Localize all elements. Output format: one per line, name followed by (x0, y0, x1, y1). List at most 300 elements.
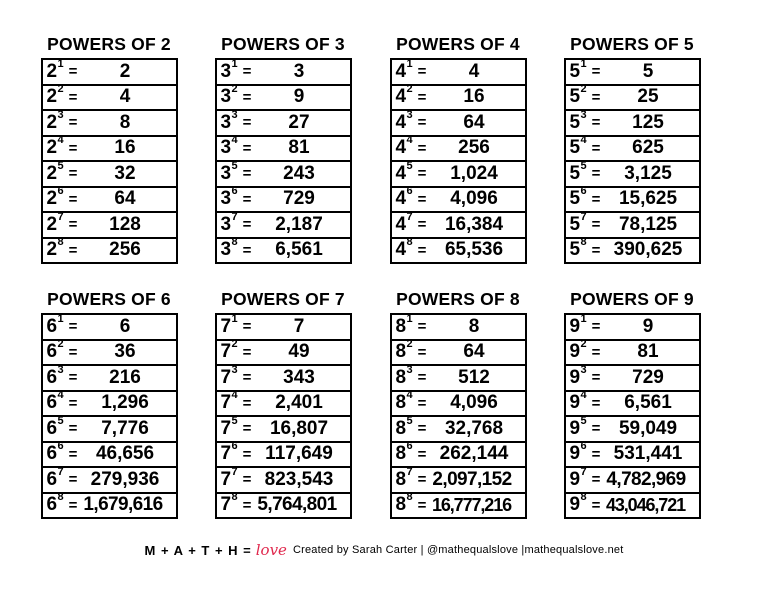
powers-block (550, 33, 714, 264)
power-row (217, 185, 350, 214)
power-exponent: 6 (57, 440, 64, 453)
power-value: 1,296 (101, 392, 149, 414)
equals-sign: = (591, 139, 601, 157)
power-base: 3 (220, 86, 232, 108)
power-value: 390,625 (613, 239, 683, 261)
block-title: POWERS OF 4 (396, 34, 520, 54)
power-row (43, 491, 176, 520)
equals-sign: = (68, 343, 78, 361)
powers-block (550, 288, 714, 519)
power-exponent: 1 (406, 57, 413, 70)
power-exponent: 5 (231, 414, 238, 427)
block-title: POWERS OF 9 (570, 289, 694, 309)
power-exponent: 4 (57, 389, 64, 402)
power-base: 7 (220, 468, 232, 490)
power-exponent: 5 (231, 159, 238, 172)
power-row (392, 57, 525, 86)
equals-sign: = (68, 88, 78, 106)
power-base: 6 (46, 341, 58, 363)
equals-sign: = (417, 471, 427, 489)
power-value: 27 (288, 111, 310, 133)
power-exponent: 7 (57, 465, 64, 478)
power-row (392, 389, 525, 418)
power-base: 7 (220, 494, 232, 516)
power-base: 3 (220, 188, 232, 210)
equals-sign: = (68, 420, 78, 438)
power-base: 9 (569, 494, 581, 516)
power-base: 8 (395, 468, 407, 490)
power-exponent: 1 (231, 312, 238, 325)
equals-sign: = (417, 343, 427, 361)
power-exponent: 7 (231, 210, 238, 223)
power-value: 3,125 (624, 162, 672, 184)
powers-block (376, 288, 540, 519)
power-value: 117,649 (265, 443, 333, 465)
power-value: 6,561 (624, 392, 672, 414)
power-exponent: 7 (57, 210, 64, 223)
power-row (392, 491, 525, 520)
equals-sign: = (68, 63, 78, 81)
equals-sign: = (591, 496, 601, 514)
power-row (566, 338, 699, 367)
equals-sign: = (591, 445, 601, 463)
power-base: 8 (395, 494, 407, 516)
power-value: 59,049 (618, 417, 678, 439)
power-row (43, 312, 176, 341)
power-row (217, 210, 350, 239)
equals-sign: = (68, 394, 78, 412)
power-row (566, 312, 699, 341)
power-value: 81 (288, 137, 310, 159)
power-value: 43,046,721 (605, 494, 686, 515)
power-row (392, 363, 525, 392)
equals-sign: = (591, 216, 601, 234)
power-value: 2,401 (275, 392, 323, 414)
power-row (217, 338, 350, 367)
power-base: 2 (46, 60, 58, 82)
equals-sign: = (68, 318, 78, 336)
equals-sign: = (242, 369, 252, 387)
power-row (43, 159, 176, 188)
power-base: 5 (569, 60, 581, 82)
power-value: 729 (632, 366, 664, 388)
equals-sign: = (591, 63, 601, 81)
equals-sign: = (591, 318, 601, 336)
power-value: 4 (468, 60, 480, 82)
power-base: 2 (46, 137, 58, 159)
power-base: 7 (220, 417, 232, 439)
power-row (43, 465, 176, 494)
equals-sign: = (591, 88, 601, 106)
powers-block (201, 33, 365, 264)
equals-sign: = (591, 471, 601, 489)
equals-sign: = (68, 369, 78, 387)
power-row (43, 134, 176, 163)
power-row (43, 185, 176, 214)
power-exponent: 3 (406, 108, 413, 121)
power-exponent: 6 (57, 185, 64, 198)
equals-sign: = (591, 114, 601, 132)
power-exponent: 4 (231, 389, 238, 402)
power-row (392, 440, 525, 469)
power-exponent: 7 (406, 210, 413, 223)
power-row (566, 57, 699, 86)
powers-table (390, 313, 527, 519)
equals-sign: = (417, 88, 427, 106)
power-base: 8 (395, 392, 407, 414)
power-base: 6 (46, 468, 58, 490)
power-row (566, 134, 699, 163)
equals-sign: = (591, 190, 601, 208)
power-value: 49 (288, 341, 310, 363)
power-row (43, 83, 176, 112)
power-exponent: 2 (231, 83, 238, 96)
powers-table (41, 313, 178, 519)
power-exponent: 5 (406, 159, 413, 172)
power-row (217, 363, 350, 392)
power-row (217, 312, 350, 341)
power-base: 6 (46, 494, 58, 516)
power-base: 2 (46, 162, 58, 184)
power-exponent: 1 (57, 57, 64, 70)
power-base: 7 (220, 366, 232, 388)
power-value: 512 (458, 366, 490, 388)
power-base: 5 (569, 188, 581, 210)
power-exponent: 8 (57, 236, 64, 249)
block-title: POWERS OF 5 (570, 34, 694, 54)
equals-sign: = (68, 139, 78, 157)
power-base: 4 (395, 111, 407, 133)
power-value: 823,543 (264, 468, 334, 490)
power-exponent: 2 (406, 83, 413, 96)
power-exponent: 3 (580, 363, 587, 376)
power-exponent: 1 (580, 312, 587, 325)
power-base: 6 (46, 417, 58, 439)
power-value: 4,782,969 (606, 468, 686, 490)
power-base: 6 (46, 392, 58, 414)
power-base: 5 (569, 162, 581, 184)
equals-sign: = (417, 394, 427, 412)
power-exponent: 6 (406, 440, 413, 453)
power-base: 5 (569, 111, 581, 133)
power-value: 262,144 (439, 443, 509, 465)
footer (0, 538, 768, 562)
power-row (566, 159, 699, 188)
power-row (566, 83, 699, 112)
power-base: 8 (395, 417, 407, 439)
equals-sign: = (68, 165, 78, 183)
power-exponent: 4 (231, 134, 238, 147)
power-row (392, 414, 525, 443)
power-base: 8 (395, 315, 407, 337)
powers-table (215, 58, 352, 264)
power-row (392, 134, 525, 163)
equals-sign: = (242, 114, 252, 132)
power-exponent: 6 (231, 185, 238, 198)
power-base: 2 (46, 188, 58, 210)
power-value: 2 (119, 60, 131, 82)
power-row (566, 236, 699, 265)
power-value: 8 (468, 315, 480, 337)
power-base: 4 (395, 188, 407, 210)
powers-table (564, 58, 701, 264)
power-exponent: 2 (231, 338, 238, 351)
power-exponent: 5 (57, 414, 64, 427)
equals-sign: = (68, 496, 78, 514)
power-base: 7 (220, 443, 232, 465)
power-row (566, 210, 699, 239)
power-base: 7 (220, 315, 232, 337)
power-value: 3 (293, 60, 305, 82)
power-base: 3 (220, 162, 232, 184)
power-base: 9 (569, 392, 581, 414)
power-value: 279,936 (90, 468, 160, 490)
power-value: 16,807 (269, 417, 329, 439)
powers-table (390, 58, 527, 264)
power-base: 4 (395, 213, 407, 235)
power-base: 6 (46, 315, 58, 337)
equals-sign: = (68, 190, 78, 208)
power-value: 125 (632, 111, 664, 133)
power-row (217, 491, 350, 520)
equals-sign: = (242, 63, 252, 81)
power-row (217, 134, 350, 163)
power-base: 2 (46, 86, 58, 108)
equals-sign: = (417, 369, 427, 387)
power-value: 32,768 (444, 417, 504, 439)
power-row (217, 465, 350, 494)
power-exponent: 8 (406, 491, 413, 504)
power-exponent: 8 (580, 236, 587, 249)
power-exponent: 4 (406, 389, 413, 402)
power-row (43, 108, 176, 137)
powers-block (376, 33, 540, 264)
power-row (392, 185, 525, 214)
power-value: 8 (119, 111, 131, 133)
power-base: 2 (46, 239, 58, 261)
power-base: 3 (220, 111, 232, 133)
equals-sign: = (242, 241, 252, 259)
equals-sign: = (242, 471, 252, 489)
equals-sign: = (591, 394, 601, 412)
power-row (392, 83, 525, 112)
equals-sign: = (417, 139, 427, 157)
power-value: 46,656 (95, 443, 155, 465)
power-value: 7 (293, 315, 305, 337)
power-exponent: 2 (406, 338, 413, 351)
power-value: 25 (637, 86, 659, 108)
equals-sign: = (242, 190, 252, 208)
power-row (217, 440, 350, 469)
power-row (43, 389, 176, 418)
power-value: 36 (114, 341, 136, 363)
power-exponent: 6 (406, 185, 413, 198)
power-exponent: 7 (406, 465, 413, 478)
power-base: 9 (569, 417, 581, 439)
equals-sign: = (242, 394, 252, 412)
power-exponent: 2 (580, 83, 587, 96)
power-exponent: 8 (580, 491, 587, 504)
power-row (217, 83, 350, 112)
power-value: 531,441 (613, 443, 683, 465)
block-title: POWERS OF 6 (47, 289, 171, 309)
equals-sign: = (68, 471, 78, 489)
block-title: POWERS OF 8 (396, 289, 520, 309)
power-row (43, 338, 176, 367)
power-value: 64 (463, 341, 485, 363)
power-value: 16 (463, 86, 485, 108)
power-row (566, 465, 699, 494)
power-row (43, 440, 176, 469)
power-row (566, 389, 699, 418)
block-title: POWERS OF 2 (47, 34, 171, 54)
power-row (392, 159, 525, 188)
power-row (566, 440, 699, 469)
equals-sign: = (242, 165, 252, 183)
power-value: 2,097,152 (432, 468, 512, 490)
power-row (566, 491, 699, 520)
power-value: 9 (293, 86, 305, 108)
power-exponent: 8 (231, 236, 238, 249)
power-exponent: 1 (406, 312, 413, 325)
equals-sign: = (417, 241, 427, 259)
power-base: 2 (46, 111, 58, 133)
power-exponent: 3 (231, 108, 238, 121)
equals-sign: = (591, 420, 601, 438)
power-value: 4 (119, 86, 131, 108)
power-exponent: 8 (231, 491, 238, 504)
power-value: 64 (463, 111, 485, 133)
power-value: 128 (109, 213, 141, 235)
power-value: 16 (114, 137, 136, 159)
power-exponent: 1 (57, 312, 64, 325)
power-exponent: 4 (406, 134, 413, 147)
equals-sign: = (417, 420, 427, 438)
power-base: 6 (46, 443, 58, 465)
power-base: 3 (220, 239, 232, 261)
equals-sign: = (417, 496, 427, 514)
power-exponent: 2 (57, 83, 64, 96)
power-value: 7,776 (101, 417, 149, 439)
power-base: 8 (395, 443, 407, 465)
equals-sign: = (417, 165, 427, 183)
power-value: 32 (114, 162, 136, 184)
powers-table (215, 313, 352, 519)
power-row (43, 363, 176, 392)
equals-sign: = (591, 369, 601, 387)
equals-sign: = (242, 318, 252, 336)
footer-credit: Created by Sarah Carter | @mathequalslove |mathequalslove.net (292, 544, 624, 556)
equals-sign: = (417, 63, 427, 81)
power-base: 9 (569, 468, 581, 490)
power-value: 64 (114, 188, 136, 210)
equals-sign: = (68, 114, 78, 132)
power-base: 7 (220, 392, 232, 414)
power-value: 16,777,216 (431, 494, 512, 515)
power-value: 5,764,801 (257, 494, 337, 516)
powers-table (564, 313, 701, 519)
power-base: 4 (395, 60, 407, 82)
power-row (43, 57, 176, 86)
power-row (566, 363, 699, 392)
power-exponent: 3 (57, 108, 64, 121)
power-base: 9 (569, 366, 581, 388)
power-exponent: 5 (580, 414, 587, 427)
power-base: 9 (569, 341, 581, 363)
equals-sign: = (242, 496, 252, 514)
power-value: 256 (109, 239, 141, 261)
power-base: 6 (46, 366, 58, 388)
power-base: 9 (569, 443, 581, 465)
power-row (392, 236, 525, 265)
power-exponent: 4 (580, 389, 587, 402)
power-base: 5 (569, 239, 581, 261)
power-base: 3 (220, 60, 232, 82)
power-value: 4,096 (450, 188, 498, 210)
power-row (566, 414, 699, 443)
power-base: 2 (46, 213, 58, 235)
power-base: 4 (395, 86, 407, 108)
power-row (217, 108, 350, 137)
equals-sign: = (68, 241, 78, 259)
power-exponent: 4 (57, 134, 64, 147)
power-exponent: 7 (580, 465, 587, 478)
power-value: 216 (109, 366, 141, 388)
footer-brand: M + A + T + H = (144, 542, 252, 558)
power-base: 4 (395, 137, 407, 159)
power-row (392, 338, 525, 367)
power-row (217, 159, 350, 188)
powers-block (27, 288, 191, 519)
power-exponent: 7 (231, 465, 238, 478)
power-exponent: 6 (580, 440, 587, 453)
power-value: 81 (637, 341, 659, 363)
equals-sign: = (242, 343, 252, 361)
power-value: 729 (283, 188, 315, 210)
power-exponent: 2 (57, 338, 64, 351)
power-row (392, 108, 525, 137)
power-exponent: 3 (580, 108, 587, 121)
power-value: 625 (632, 137, 664, 159)
power-value: 9 (642, 315, 654, 337)
power-value: 16,384 (444, 213, 504, 235)
power-base: 8 (395, 341, 407, 363)
power-row (392, 312, 525, 341)
power-exponent: 3 (57, 363, 64, 376)
power-exponent: 6 (580, 185, 587, 198)
power-exponent: 1 (580, 57, 587, 70)
equals-sign: = (242, 420, 252, 438)
power-base: 4 (395, 239, 407, 261)
power-row (43, 210, 176, 239)
power-row (217, 57, 350, 86)
power-value: 65,536 (444, 239, 504, 261)
power-row (43, 236, 176, 265)
power-exponent: 3 (231, 363, 238, 376)
love-logo: love (255, 541, 287, 559)
powers-table (41, 58, 178, 264)
equals-sign: = (417, 114, 427, 132)
power-exponent: 8 (406, 236, 413, 249)
block-title: POWERS OF 3 (221, 34, 345, 54)
power-value: 4,096 (450, 392, 498, 414)
equals-sign: = (242, 445, 252, 463)
power-base: 3 (220, 213, 232, 235)
power-base: 9 (569, 315, 581, 337)
equals-sign: = (242, 139, 252, 157)
power-row (217, 389, 350, 418)
power-value: 343 (283, 366, 315, 388)
